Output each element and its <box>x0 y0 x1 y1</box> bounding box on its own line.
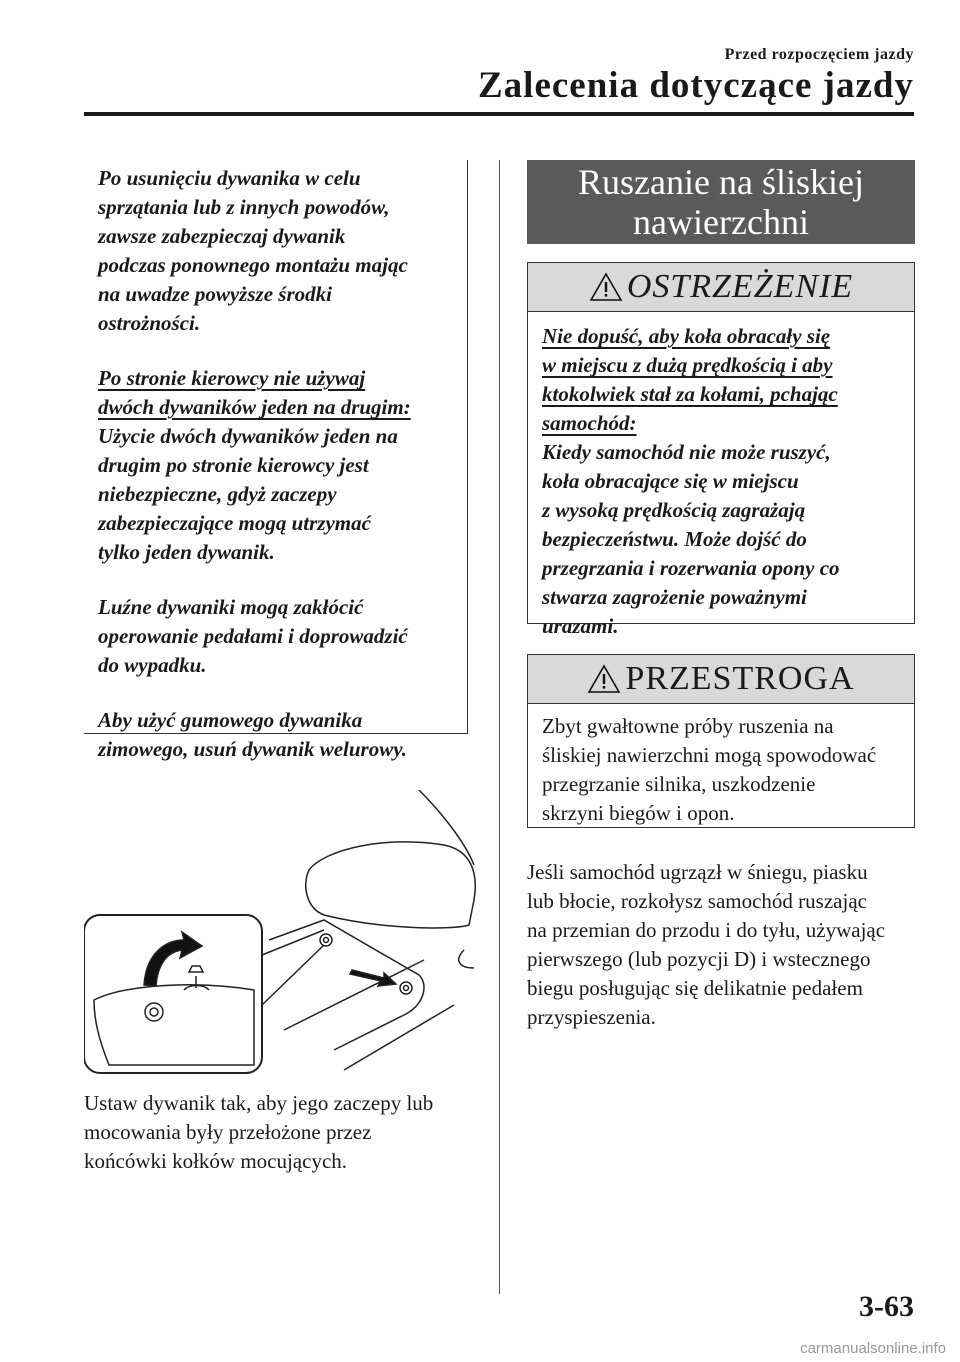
page-number: 3-63 <box>859 1290 914 1323</box>
warning-label: OSTRZEŻENIE <box>626 268 854 305</box>
text-line: ktokolwiek stał za kołami, pchając <box>542 382 838 406</box>
warning-subheading <box>84 364 454 422</box>
text-line: Użycie dwóch dywaników jeden na <box>98 424 398 448</box>
text-line: Luźne dywaniki mogą zakłócić <box>98 595 364 619</box>
text-line: w miejscu z dużą prędkością i aby <box>542 353 833 377</box>
direction-arrow <box>350 970 396 986</box>
text-line: Po stronie kierowcy nie używaj <box>98 366 366 390</box>
column-divider <box>499 160 500 1294</box>
warning-box-header <box>528 263 914 312</box>
text-line: sprzątania lub z innych powodów, <box>98 195 390 219</box>
warning-box-body <box>528 312 914 653</box>
caution-box <box>527 654 915 828</box>
text-line: do wypadku. <box>98 653 207 677</box>
text-line: lub błocie, rozkołysz samochód ruszając <box>527 889 867 913</box>
section-heading <box>527 160 915 244</box>
text-line: Kiedy samochód nie może ruszyć, <box>542 440 831 464</box>
text-line: zabezpieczające mogą utrzymać <box>98 511 371 535</box>
text-line: zawsze zabezpieczaj dywanik <box>98 224 346 248</box>
header-rule <box>84 112 914 116</box>
watermark: carmanualsonline.info <box>800 1340 946 1357</box>
seat-outline <box>306 842 476 928</box>
text-line: bezpieczeństwu. Może dojść do <box>542 527 807 551</box>
section-heading-line: nawierzchni <box>633 202 809 242</box>
text-line: Aby użyć gumowego dywanika <box>98 708 363 732</box>
floor-mat-illustration <box>84 790 484 1080</box>
text-line: dwóch dywaników jeden na drugim: <box>98 395 411 419</box>
warning-box-continuation <box>84 160 468 761</box>
text-line: tylko jeden dywanik. <box>98 540 275 564</box>
text-line: Nie dopuść, aby koła obracały się <box>542 324 831 348</box>
warning-para-4 <box>84 706 454 764</box>
text-line: biegu posługując się delikatnie pedałem <box>527 976 863 1000</box>
text-line: ostrożności. <box>98 311 201 335</box>
text-line: skrzyni biegów i opon. <box>542 801 735 825</box>
text-line: stwarza zagrożenie poważnymi <box>542 585 807 609</box>
text-line: podczas ponownego montażu mając <box>98 253 408 277</box>
text-line: Po usunięciu dywanika w celu <box>98 166 361 190</box>
callout-line <box>262 945 324 1005</box>
text-line: Jeśli samochód ugrzązł w śniegu, piasku <box>527 860 868 884</box>
text-line: śliskiej nawierzchni mogą spowodować <box>542 743 877 767</box>
caution-box-header <box>528 655 914 704</box>
mat-hook <box>320 934 332 946</box>
text-line: przegrzania i rozerwania opony co <box>542 556 840 580</box>
text-line: Zbyt gwałtowne próby ruszenia na <box>542 714 834 738</box>
caution-box-body <box>528 704 914 840</box>
caution-label: PRZESTROGA <box>625 660 855 697</box>
mat-hook <box>400 982 412 994</box>
text-line: operowanie pedałami i doprowadzić <box>98 624 408 648</box>
text-line: przegrzanie silnika, uszkodzenie <box>542 772 816 796</box>
callout-line <box>262 930 324 955</box>
text-line: niebezpieczne, gdyż zaczepy <box>98 482 337 506</box>
text-line: samochód: <box>542 411 637 435</box>
text-line: na uwadze powyższe środki <box>98 282 332 306</box>
warning-para-2 <box>84 422 454 567</box>
text-line: zimowego, usuń dywanik welurowy. <box>98 737 408 761</box>
seat-back <box>419 790 474 865</box>
slippery-start-instruction <box>527 858 917 1032</box>
text-line: mocowania były przełożone przez <box>84 1120 372 1144</box>
page-title: Zalecenia dotyczące jazdy <box>478 65 914 106</box>
seat-side <box>459 950 474 968</box>
chapter-title: Przed rozpoczęciem jazdy <box>724 46 914 63</box>
mat-instruction <box>84 1089 484 1176</box>
text-line: pierwszego (lub pozycji D) i wstecznego <box>527 947 871 971</box>
section-heading-line: Ruszanie na śliskiej <box>578 162 864 202</box>
warning-triangle-icon <box>589 272 623 302</box>
text-line: koła obracające się w miejscu <box>542 469 799 493</box>
text-line: z wysoką prędkością zagrażają <box>542 498 806 522</box>
text-line: na przemian do przodu i do tyłu, używając <box>527 918 886 942</box>
text-line: urazami. <box>542 614 619 638</box>
warning-para-1 <box>84 164 454 338</box>
text-line: Ustaw dywanik tak, aby jego zaczepy lub <box>84 1091 434 1115</box>
caution-triangle-icon <box>587 664 621 694</box>
text-line: końcówki kołków mocujących. <box>84 1149 348 1173</box>
text-line: przyspieszenia. <box>527 1005 656 1029</box>
text-line: drugim po stronie kierowcy jest <box>98 453 369 477</box>
warning-para-3 <box>84 593 454 680</box>
warning-box <box>527 262 915 638</box>
